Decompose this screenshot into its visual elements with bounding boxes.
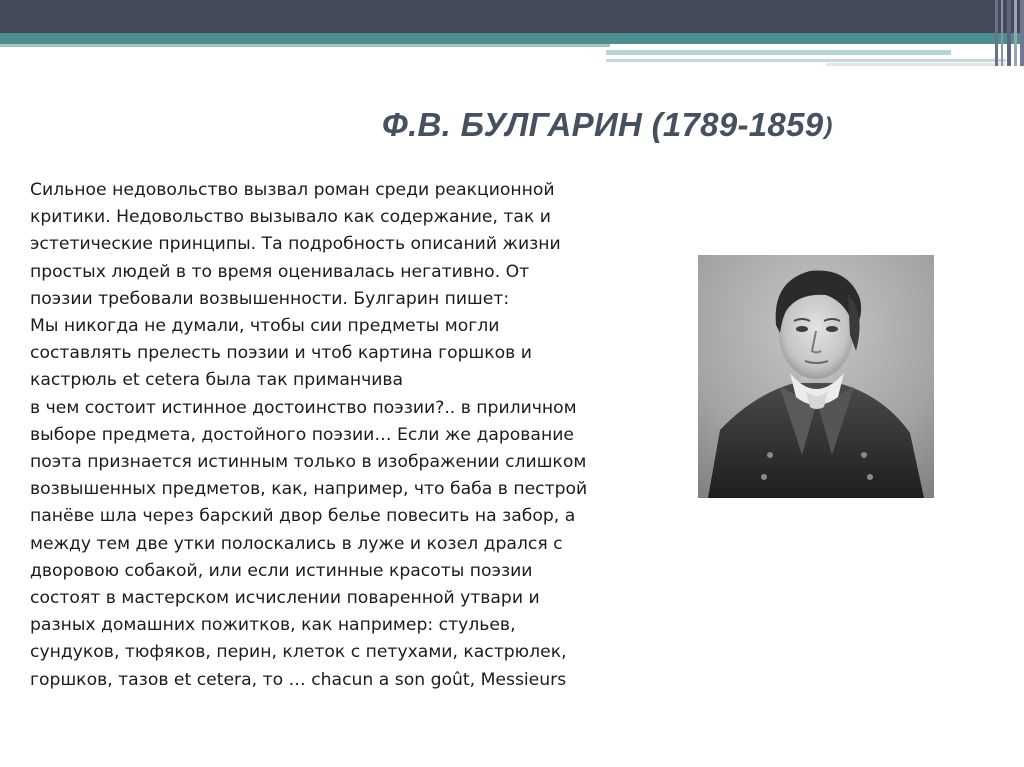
body-line: Сильное недовольство вызвал роман среди реакционной (30, 180, 555, 200)
header-vertical-bar (1020, 0, 1024, 66)
portrait-drawing (698, 255, 934, 498)
header-right-stripe (826, 63, 1006, 66)
slide-title (382, 106, 833, 144)
body-line: составлять прелесть поэзии и чтоб картина горшков и (30, 343, 532, 364)
body-line: выборе предмета, достойного поэзии… Если же дарование (30, 424, 574, 445)
body-line: простых людей в то время оценивалась негативно. От (30, 261, 530, 282)
header-teal-band (0, 33, 1024, 44)
body-text (30, 177, 630, 694)
body-line: панёве шла через барский двор белье повесить на забор, а (30, 506, 576, 527)
body-line: Мы никогда не думали, чтобы сии предметы могли (30, 316, 500, 337)
slide-title-text: Ф.В. БУЛГАРИН (1789-1859 (382, 106, 824, 143)
body-line: между тем две утки полоскались в луже и козел дрался с (30, 533, 563, 554)
body-line: поэта признается истинным только в изображении слишком (30, 452, 587, 473)
header-teal-accent (0, 44, 610, 47)
header-right-stripe (606, 59, 1006, 62)
header-vertical-bar (1014, 0, 1017, 66)
body-line: состоят в мастерском исчислении поваренной утвари и (30, 588, 540, 609)
portrait-image (698, 255, 934, 498)
body-line: кастрюль et cetera была так приманчива (30, 370, 404, 391)
body-line: дворовою собакой, или если истинные красоты поэзии (30, 560, 533, 581)
body-line: эстетические принципы. Та подробность описаний жизни (30, 234, 561, 255)
slide-title-suffix: ) (824, 113, 833, 140)
body-line: возвышенных предметов, как, например, что баба в пестрой (30, 479, 588, 500)
header-vertical-bar (1007, 0, 1011, 66)
body-line: в чем состоит истинное достоинство поэзии?.. в приличном (30, 397, 577, 418)
header-vertical-bar (995, 0, 998, 66)
body-line: сундуков, тюфяков, перин, клеток с петухами, кастрюлек, (30, 642, 567, 663)
body-line: разных домашних пожитков, как например: стульев, (30, 615, 516, 636)
header-dark-band (0, 0, 1024, 33)
body-line: горшков, тазов et cetera, то … chacun a son goût, Messieurs (30, 669, 567, 690)
header-vertical-bar (1001, 0, 1003, 66)
body-line: поэзии требовали возвышенности. Булгарин пишет: (30, 288, 510, 309)
header-right-stripe (606, 50, 951, 55)
body-line: критики. Недовольство вызывало как содержание, так и (30, 207, 551, 228)
